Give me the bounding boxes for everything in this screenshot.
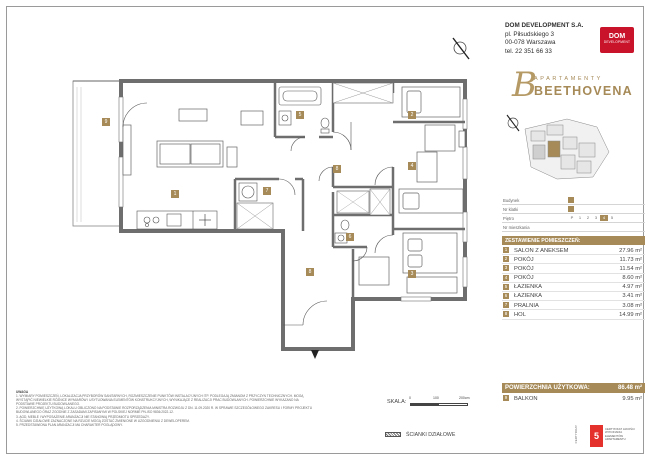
dom-development-logo: DOM DEVELOPMENT — [600, 27, 634, 53]
room-row: 7 PRALNIA 3.08 m² — [502, 301, 645, 310]
entrance-arrow-icon — [311, 350, 319, 359]
bathroom-5-fixtures — [279, 87, 329, 133]
living-furniture — [123, 109, 263, 175]
room-row: 8 HOL 14.99 m² — [502, 310, 645, 319]
developer-name: DOM DEVELOPMENT S.A. — [505, 22, 584, 29]
room-row: 1 SALON Z ANEKSEM 27.96 m² — [502, 246, 645, 255]
brand-title: BEETHOVENA — [534, 84, 633, 98]
balcony-row: 9 BALKON 9.95 m² — [504, 395, 642, 402]
info-row-building: Budynek — [502, 196, 645, 205]
plan-label-room-3: 3 — [408, 270, 416, 278]
compass-small-icon — [507, 115, 519, 131]
scale-bar — [410, 403, 468, 406]
info-row-apartment-number: Nr mieszkania — [502, 223, 645, 232]
scale-tick: 0 — [409, 396, 411, 400]
certificate-badge: 5 — [590, 425, 603, 447]
developer-phone: tel. 22 351 66 33 — [505, 48, 552, 56]
developer-address-2: 00-078 Warszawa — [505, 39, 556, 47]
room-row: 5 ŁAZIENKA 4.97 m² — [502, 283, 645, 292]
scale-tick: 200cm — [459, 396, 470, 400]
bedroom-2-furniture — [402, 87, 465, 151]
brand-monogram: B — [512, 65, 537, 105]
floor-plan-sheet — [6, 6, 644, 454]
balcony — [73, 81, 121, 226]
room-row: 6 ŁAZIENKA 3.41 m² — [502, 292, 645, 301]
certificate-text: CERTYFIKAT JAKOŚCI WYKONANIA ELEMENTÓW APARTAMENTU — [605, 427, 635, 442]
room-row: 3 POKÓJ 11.54 m² — [502, 264, 645, 273]
note-line: 5. PRZEDSTAWIONA PLAN ARANŻACJI MA CHARAKTER POGLĄDOWY. — [16, 422, 123, 427]
bedroom-3-furniture — [359, 233, 457, 293]
certificate-side-text: CERTYFIKAT — [574, 425, 578, 444]
scale-label: SKALA: — [387, 399, 407, 405]
plan-label-hall-8a: 8 — [333, 165, 341, 173]
plan-label-bath-6: 6 — [346, 233, 354, 241]
info-value-building — [568, 197, 574, 203]
partition-legend-swatch — [385, 432, 401, 437]
note-line: 4. ŚCIANKI DZIAŁOWE ZAZNACZONE NA RZUCIE MOGĄ ZOSTAĆ ZMIENIONE W UZGODNIENIU Z DEWELOPEREM. — [16, 418, 190, 423]
plan-label-bath-5: 5 — [296, 111, 304, 119]
info-row-stairwell: Nr klatki — [502, 205, 645, 214]
site-map — [497, 107, 643, 187]
floor-plan — [7, 7, 497, 387]
partition-legend-label: ŚCIANKI DZIAŁOWE — [406, 432, 456, 438]
developer-contact — [505, 22, 583, 57]
total-area-value: 86.48 m² — [617, 385, 642, 391]
plan-label-hall-8b: 8 — [306, 268, 314, 276]
brand-subtitle: APARTAMENTY — [534, 76, 603, 82]
developer-address-1: pl. Piłsudskiego 3 — [505, 30, 555, 38]
info-value-stairwell — [568, 206, 574, 212]
info-row-floor: Piętro P 1 2 3 4 5 — [502, 214, 645, 223]
note-line: 2. POWIERZCHNIĘ UŻYTKOWĄ LOKALU OBLICZONO NA PODSTAWIE ROZPORZĄDZENIA MINISTRA ROZWOJU Z DN. 11.09.2020 R. W SPRAWIE SZCZEGÓŁOWEGO ZAKRESU I FORMY PROJEKTU BUDOWLANEGO ORAZ ZGODNIE Z ZASADAMI ZAPISANYMI W POLSKIEJ NORMIE PN-ISO 9836:2022-12. — [16, 406, 313, 415]
laundry-fixtures — [239, 183, 257, 201]
plan-label-living: 1 — [171, 190, 179, 198]
note-line: 1. WYMIARY POMIESZCZEŃ, LOKALIZACJA PRZYBORÓW SANITARNYCH, ROZMIESZCZENIE PUNKTÓW INSTALACYJNYCH ITP. PODLEGAJĄ ZMIANOM Z PRZYCZYN TECHNICZNYCH. MOGĄ WYSTĄPIĆ NIEWIELKIE RÓŻNICE WYMIARÓW I USYTUOWANIA ELEMENTÓW KONSTRUKCYJNYCH, WYNIKAJĄCE Z REALIZACJI PRAC BUDOWLANYCH. POWIERZCHNIE WYKAZANO NA PODSTAWIE PROJEKTU BUDOWLANEGO. — [16, 394, 304, 407]
room-row: 2 POKÓJ 11.73 m² — [502, 255, 645, 264]
notes-block — [16, 390, 316, 427]
total-area-label: POWIERZCHNIA UŻYTKOWA: — [505, 385, 590, 391]
plan-label-room-2: 2 — [408, 111, 416, 119]
scale-tick: 100 — [433, 396, 439, 400]
apartment-info-table — [502, 196, 645, 232]
plan-label-balcony: 9 — [102, 118, 110, 126]
room-row: 4 POKÓJ 8.60 m² — [502, 274, 645, 283]
rooms-table — [502, 246, 645, 320]
plan-label-room-4: 4 — [408, 162, 416, 170]
total-area-bar — [502, 383, 645, 393]
plan-label-laundry-7: 7 — [263, 187, 271, 195]
rooms-table-title: ZESTAWIENIE POMIESZCZEŃ: — [502, 236, 645, 245]
note-line: 3. AGD, MEBLE I WYPOSAŻENIE ARANŻACJI NIE STANOWIĄ PRZEDMIOTU SPRZEDAŻY. — [16, 414, 150, 419]
compass-icon — [453, 38, 469, 59]
floor-selector: P 1 2 3 4 5 — [570, 215, 614, 220]
kitchen-counter — [137, 211, 217, 229]
notes-heading: UWAGA — [16, 390, 29, 394]
